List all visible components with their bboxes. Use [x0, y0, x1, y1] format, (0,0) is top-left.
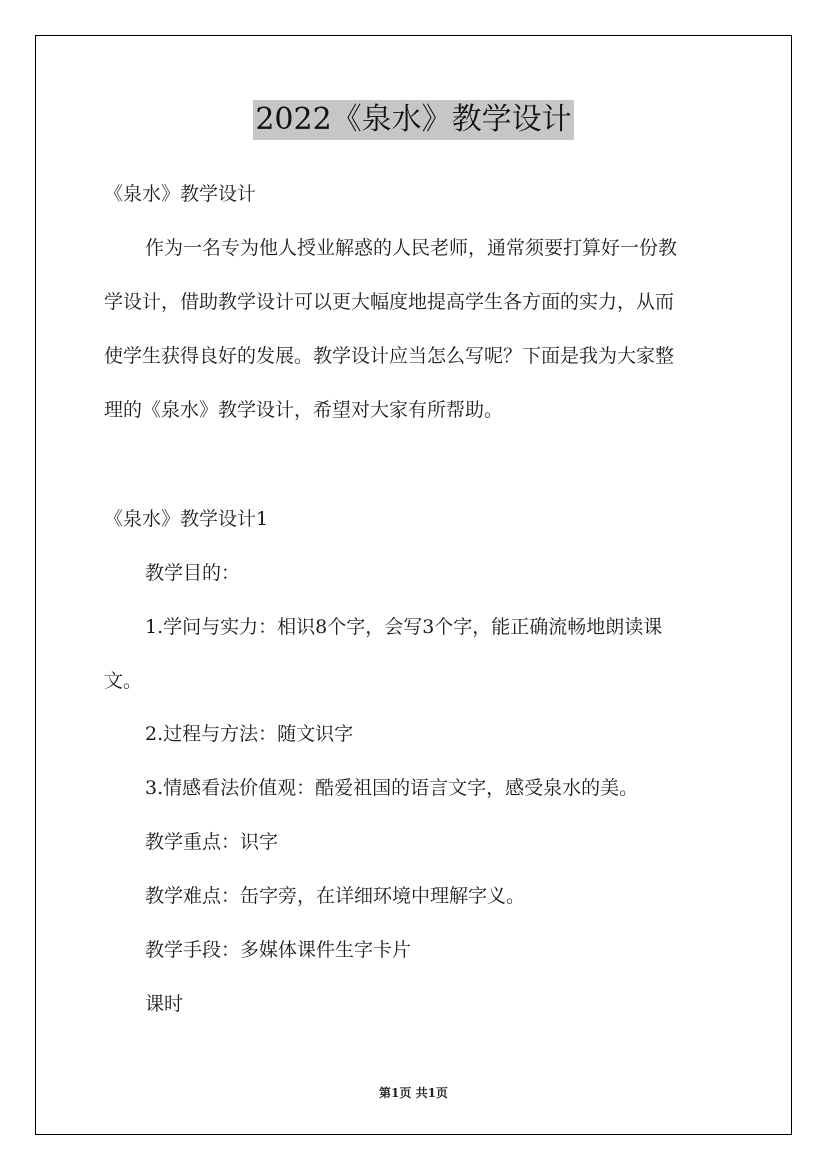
goal-3: 3.情感看法价值观：酷爱祖国的语言文字，感受泉水的美。 — [145, 777, 639, 799]
intro-line-2: 学设计，借助教学设计可以更大幅度地提高学生各方面的实力，从而 — [104, 291, 675, 313]
document-title: 2022《泉水》教学设计 — [253, 100, 573, 140]
doc-heading: 《泉水》教学设计 — [104, 183, 257, 205]
teaching-means: 教学手段：多媒体课件生字卡片 — [145, 939, 412, 961]
difficulty: 教学难点：缶字旁，在详细环境中理解字义。 — [145, 885, 526, 907]
title-wrap — [0, 100, 827, 140]
page-footer: 第1页 共1页 — [379, 1086, 448, 1100]
goal-label: 教学目的： — [145, 562, 241, 584]
class-period: 课时 — [145, 993, 184, 1015]
intro-line-3: 使学生获得良好的发展。教学设计应当怎么写呢？下面是我为大家整 — [104, 345, 675, 367]
intro-line-4: 理的《泉水》教学设计，希望对大家有所帮助。 — [104, 399, 504, 421]
key-point: 教学重点：识字 — [145, 831, 279, 853]
intro-line-1: 作为一名专为他人授业解惑的人民老师，通常须要打算好一份教 — [145, 237, 678, 259]
goal-1-line-2: 文。 — [104, 670, 143, 692]
goal-1-line-1: 1.学问与实力：相识8个字，会写3个字，能正确流畅地朗读课 — [145, 616, 663, 638]
goal-2: 2.过程与方法：随文识字 — [145, 723, 354, 745]
section1-heading: 《泉水》教学设计1 — [104, 508, 269, 530]
